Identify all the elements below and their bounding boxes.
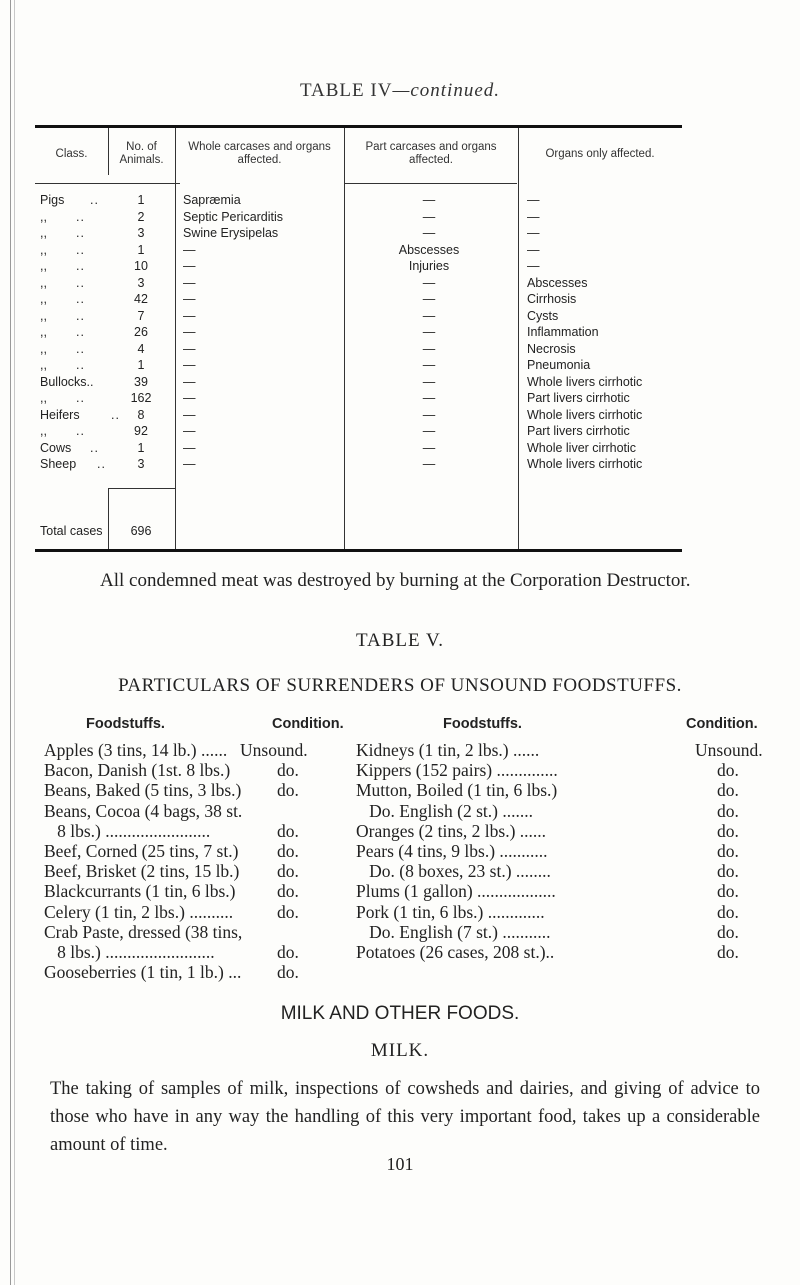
table4-cell-part: — xyxy=(422,358,436,372)
table4-cell-part: — xyxy=(422,292,436,306)
foodstuff-name: Pork (1 tin, 6 lbs.) ............. xyxy=(356,901,545,922)
foodstuff-name: Beef, Brisket (2 tins, 15 lb.) xyxy=(44,861,240,882)
table4-cell-class: ,, xyxy=(40,259,47,273)
table4-cell-organs: Cirrhosis xyxy=(527,292,577,306)
table4-cell-num: 162 xyxy=(130,391,152,405)
table4-cell-whole: — xyxy=(183,292,196,306)
table4-cell-organs: — xyxy=(527,259,540,273)
table4-cell-dots: .. xyxy=(111,407,120,422)
table4-header-rule-part xyxy=(344,183,517,184)
table4-cell-organs: Whole livers cirrhotic xyxy=(527,374,643,389)
foodstuff-name: Celery (1 tin, 2 lbs.) .......... xyxy=(44,901,234,922)
table4-header-rule xyxy=(35,183,180,184)
table4-header-whole: Whole carcases and organs affected. xyxy=(188,141,331,166)
table4-cell-class: ,, xyxy=(40,275,47,290)
table4-cell-num: 39 xyxy=(134,374,148,389)
table4-cell-class: Pigs xyxy=(40,193,65,207)
foodstuff-condition: do. xyxy=(717,800,739,821)
foodstuff-condition: Unsound. xyxy=(240,740,308,760)
table4-cell-num: 1 xyxy=(137,193,145,207)
table4-cell-part: — xyxy=(422,193,436,207)
table4-cell-whole: — xyxy=(183,391,196,405)
table4-header-class: Class. xyxy=(55,148,88,160)
table4-top-rule xyxy=(35,125,682,128)
table4-cell-whole: — xyxy=(183,407,196,422)
foodstuff-condition: Unsound. xyxy=(695,740,763,760)
table4-cell-organs: Part livers cirrhotic xyxy=(527,391,630,405)
table4-total-label: Total cases xyxy=(40,524,103,538)
table4-cell-whole: — xyxy=(183,440,196,455)
table4-cell-part: — xyxy=(422,440,436,455)
foodstuff-condition: do. xyxy=(277,820,299,841)
table4-cell-organs: Abscesses xyxy=(527,275,588,290)
table4-cell-whole: — xyxy=(183,242,196,257)
milk-paragraph: The taking of samples of milk, inspections of cowsheds and dairies, and giving of advice to those who have in any way the handling of this very important food, takes up a considerable amount of time. xyxy=(50,1079,760,1155)
table4-cell-part: — xyxy=(422,325,436,339)
table4-cell-dots: .. xyxy=(76,209,85,224)
table4-cell-whole: — xyxy=(183,341,196,356)
table5-subtitle: PARTICULARS OF SURRENDERS OF UNSOUND FOODSTUFFS. xyxy=(118,675,682,696)
page-number: 101 xyxy=(386,1154,414,1174)
table4-cell-organs: — xyxy=(527,226,540,240)
table4-cell-class: Bullocks.. xyxy=(40,374,94,389)
foodstuff-name: Gooseberries (1 tin, 1 lb.) ... xyxy=(44,962,242,983)
foodstuff-condition: do. xyxy=(717,901,739,922)
foodstuff-name: Mutton, Boiled (1 tin, 6 lbs.) xyxy=(356,780,558,801)
table4-cell-dots: .. xyxy=(97,457,106,471)
table4-cell-num: 3 xyxy=(137,457,145,471)
foodstuff-name: Potatoes (26 cases, 208 st.).. xyxy=(356,942,555,962)
foodstuff-name: Do. English (7 st.) ........... xyxy=(356,921,551,942)
foodstuff-name: 8 lbs.) ........................ xyxy=(44,820,211,841)
table5-title: TABLE V. xyxy=(355,630,445,651)
table4-cell-whole: Swine Erysipelas xyxy=(183,226,279,240)
foodstuff-condition: do. xyxy=(717,780,739,801)
table4-cell-whole: — xyxy=(183,424,196,438)
table4-cell-whole: — xyxy=(183,457,196,471)
table4-cell-class: ,, xyxy=(40,292,47,306)
table4-cell-class: ,, xyxy=(40,325,47,339)
foodstuff-condition: do. xyxy=(277,861,299,882)
table4-title-suffix: —continued. xyxy=(392,80,501,101)
foodstuff-name: Apples (3 tins, 14 lb.) ...... xyxy=(44,740,228,760)
milk-subheading: MILK. xyxy=(370,1040,430,1061)
foodstuff-name: Do. English (2 st.) ....... xyxy=(356,800,533,821)
table4-bottom-rule xyxy=(35,549,682,552)
table4-cell-part: — xyxy=(422,341,436,356)
foodstuff-condition: do. xyxy=(277,901,299,922)
table4-cell-class: ,, xyxy=(40,391,47,405)
table4-cell-num: 8 xyxy=(137,407,145,422)
table4-cell-dots: .. xyxy=(76,226,85,240)
foodstuff-condition: do. xyxy=(717,921,739,942)
table4-cell-organs: — xyxy=(527,209,540,224)
table4-cell-organs: — xyxy=(527,193,540,207)
table4-cell-whole: — xyxy=(183,308,196,323)
table4-cell-dots: .. xyxy=(76,424,85,438)
table4-cell-dots: .. xyxy=(90,440,99,455)
table4-total-rule xyxy=(108,488,175,489)
table4-cell-num: 3 xyxy=(137,226,145,240)
table4-cell-dots: .. xyxy=(76,325,85,339)
foodstuff-condition: do. xyxy=(717,942,739,962)
table4-cell-organs: Cysts xyxy=(527,308,559,323)
table4-title-main: TABLE IV xyxy=(299,80,393,101)
table4-cell-class: ,, xyxy=(40,424,47,438)
table4-cell-part: Abscesses xyxy=(398,242,460,257)
table4-cell-num: 42 xyxy=(134,292,148,306)
table4-cell-part: Injuries xyxy=(408,259,450,273)
table4-col-divider xyxy=(108,488,109,549)
foodstuff-condition: do. xyxy=(277,881,299,902)
table5-header-foodstuffs-right: Foodstuffs. xyxy=(443,716,522,732)
foodstuff-condition: do. xyxy=(717,760,739,781)
foodstuff-condition: do. xyxy=(277,780,299,801)
table4-header-num: No. of Animals. xyxy=(119,141,164,166)
table4-cell-class: Heifers xyxy=(40,407,80,422)
table4-cell-part: — xyxy=(422,424,436,438)
table4-cell-dots: .. xyxy=(76,242,85,257)
table4-cell-dots: .. xyxy=(76,259,85,273)
foodstuff-name: Beans, Baked (5 tins, 3 lbs.) xyxy=(44,780,242,801)
table4-header-organs: Organs only affected. xyxy=(545,148,655,160)
table4-cell-whole: — xyxy=(183,325,196,339)
table4-cell-organs: Pneumonia xyxy=(527,358,591,372)
table4-cell-part: — xyxy=(422,209,436,224)
table4-cell-whole: — xyxy=(183,259,196,273)
table4-cell-whole: — xyxy=(183,374,196,389)
foodstuff-name: Beans, Cocoa (4 bags, 38 st. xyxy=(44,800,243,821)
foodstuff-condition: do. xyxy=(277,962,299,983)
table5-header-condition-right: Condition. xyxy=(686,716,758,732)
table4-cell-num: 10 xyxy=(134,259,148,273)
table4-cell-organs: Whole livers cirrhotic xyxy=(527,457,643,471)
foodstuff-name: Do. (8 boxes, 23 st.) ........ xyxy=(356,861,551,882)
table4-cell-whole: — xyxy=(183,275,196,290)
foodstuff-condition: do. xyxy=(717,861,739,882)
table5-header-foodstuffs-left: Foodstuffs. xyxy=(86,716,165,732)
table4-cell-organs: Necrosis xyxy=(527,341,576,356)
foodstuff-name: Blackcurrants (1 tin, 6 lbs.) xyxy=(44,881,236,902)
table4-col-divider xyxy=(518,128,519,549)
table4-cell-dots: .. xyxy=(90,193,99,207)
foodstuff-condition: do. xyxy=(277,841,299,861)
table4-cell-organs: Inflammation xyxy=(527,325,599,339)
table4-cell-organs: Whole liver cirrhotic xyxy=(527,440,637,455)
table4-cell-num: 3 xyxy=(137,275,145,290)
table4-cell-class: ,, xyxy=(40,308,47,323)
foodstuff-name: Kidneys (1 tin, 2 lbs.) ...... xyxy=(356,740,540,760)
table4-cell-num: 2 xyxy=(137,209,145,224)
table4-cell-class: Sheep xyxy=(40,457,77,471)
foodstuff-condition: do. xyxy=(717,820,739,841)
foodstuff-name: Pears (4 tins, 9 lbs.) ........... xyxy=(356,841,548,861)
table4-cell-num: 92 xyxy=(134,424,148,438)
table4-cell-class: ,, xyxy=(40,341,47,356)
foodstuff-condition: do. xyxy=(717,881,739,902)
table4-header-part: Part carcases and organs affected. xyxy=(365,141,497,166)
table4-cell-dots: .. xyxy=(76,308,85,323)
table4-cell-organs: Part livers cirrhotic xyxy=(527,424,630,438)
table4-cell-part: — xyxy=(422,275,436,290)
table4-total-value: 696 xyxy=(130,524,152,538)
table4-cell-class: ,, xyxy=(40,209,47,224)
table5-header-condition-left: Condition. xyxy=(272,716,344,732)
foodstuff-condition: do. xyxy=(277,942,299,962)
table4-cell-class: ,, xyxy=(40,226,47,240)
table4-cell-part: — xyxy=(422,374,436,389)
table4-cell-whole: Septic Pericarditis xyxy=(183,209,284,224)
table4-cell-part: — xyxy=(422,391,436,405)
table4-cell-num: 4 xyxy=(137,341,145,356)
foodstuff-name: 8 lbs.) ......................... xyxy=(44,942,215,962)
table4-cell-num: 1 xyxy=(137,242,145,257)
foodstuff-condition: do. xyxy=(717,841,739,861)
table4-cell-class: Cows xyxy=(40,440,72,455)
milk-section-heading: MILK AND OTHER FOODS. xyxy=(280,1003,520,1024)
foodstuff-name: Crab Paste, dressed (38 tins, xyxy=(44,921,243,942)
table4-title xyxy=(0,80,800,102)
table4-cell-num: 7 xyxy=(137,308,145,323)
table4-cell-dots: .. xyxy=(76,275,85,290)
foodstuff-name: Kippers (152 pairs) .............. xyxy=(356,760,558,781)
table4-cell-dots: .. xyxy=(76,358,85,372)
table4-cell-class: ,, xyxy=(40,358,47,372)
table4-cell-num: 26 xyxy=(134,325,148,339)
table4-cell-class: ,, xyxy=(40,242,47,257)
table4-cell-num: 1 xyxy=(137,358,145,372)
table4-cell-dots: .. xyxy=(76,341,85,356)
table4-cell-part: — xyxy=(422,457,436,471)
foodstuff-name: Oranges (2 tins, 2 lbs.) ...... xyxy=(356,820,547,841)
table4-cell-organs: Whole livers cirrhotic xyxy=(527,407,643,422)
table4-cell-dots: .. xyxy=(76,292,85,306)
table4-cell-part: — xyxy=(422,407,436,422)
table4-cell-num: 1 xyxy=(137,440,145,455)
table4-cell-organs: — xyxy=(527,242,540,257)
foodstuff-condition: do. xyxy=(277,760,299,781)
table4-cell-part: — xyxy=(422,308,436,323)
foodstuff-name: Bacon, Danish (1st. 8 lbs.) xyxy=(44,760,231,781)
foodstuff-name: Beef, Corned (25 tins, 7 st.) xyxy=(44,841,239,861)
table4-cell-part: — xyxy=(422,226,436,240)
foodstuff-name: Plums (1 gallon) .................. xyxy=(356,881,556,902)
table4-cell-dots: .. xyxy=(76,391,85,405)
destruction-note: All condemned meat was destroyed by burning at the Corporation Destructor. xyxy=(100,570,691,591)
table4-cell-whole: — xyxy=(183,358,196,372)
table4-cell-whole: Sapræmia xyxy=(183,193,241,207)
